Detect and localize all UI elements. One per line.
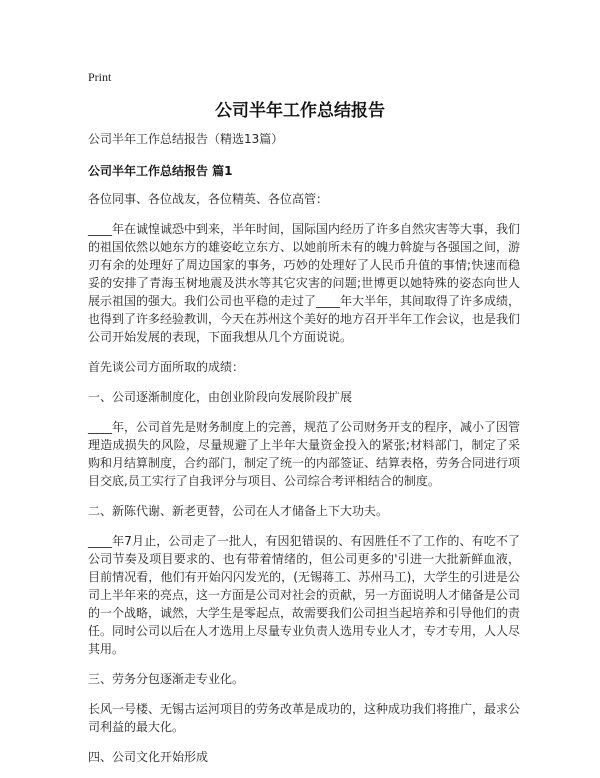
paragraph-point-3-heading: 三、劳务分包逐渐走专业化。: [88, 672, 245, 686]
paragraph-point-2-heading: 二、新陈代谢、新老更替，公司在人才储备上下大功夫。: [88, 504, 389, 518]
paragraph-achievements-lead: 首先谈公司方面所取的成绩：: [88, 360, 245, 374]
paragraph-point-2-body: ____年7月止，公司走了一批人，有因犯错误的、有因胜任不了工作的、有吃不了公司节奏及项目要求的、也有带着情绪的，但公司更多的'引进一大批新鲜血液，目前情况看，他们有开始闪闪发光的，(无锡蒋工、苏州马工)，大学生的引进是公司上半年来的亮点，这一方面是公司对社会的贡献，另一方面说明人才储备是公司的一个战略，诚然，大学生是零起点，故需要我们公司担当起培养和引导他们的责任。同时公司以后在人才选用上尽量专业负责人选用专业人才，专才专用，人人尽其用。: [88, 534, 521, 656]
section-heading: 公司半年工作总结报告 篇1: [88, 164, 233, 178]
document-subtitle: 公司半年工作总结报告（精选13篇）: [88, 132, 284, 146]
document-body: [88, 130, 520, 778]
paragraph-point-4-heading: 四、公司文化开始形成: [88, 750, 209, 764]
paragraph-point-3-body: 长风一号楼、无锡古运河项目的劳务改革是成功的，这种成功我们将推广，最求公司利益的最大化。: [88, 702, 521, 734]
paragraph-point-1-heading: 一、公司逐渐制度化，由创业阶段向发展阶段扩展: [88, 390, 353, 404]
paragraph-point-1-body: ____年，公司首先是财务制度上的完善，规范了公司财务开支的程序，减小了因管理造成损失的风险，尽量规避了上半年大量资金投入的紧张;材料部门，制定了采购和月结算制度，合约部门，制定了统一的内部签证、结算表格，劳务合同进行项目交底,员工实行了自我评分与项目、公司综合考评相结合的制度。: [88, 420, 521, 488]
paragraph-greeting: 各位同事、各位战友，各位精英、各位高管：: [88, 192, 329, 206]
print-link[interactable]: Print: [88, 70, 112, 84]
paragraph-intro: ____年在诚惶诚恐中到来，半年时间，国际国内经历了许多自然灾害等大事，我们的祖国依然以她东方的雄姿屹立东方、以她前所未有的魄力斡旋与各强国之间，游刃有余的处理好了周边国家的事务，巧妙的处理好了人民币升值的事情;快速而稳妥的安排了青海玉树地震及洪水等其它灾害的问题;世博更以她特殊的姿态向世人展示祖国的强大。我们公司也平稳的走过了____年大半年，其间取得了许多成绩，也得到了许多经验教训，今天在苏州这个美好的地方召开半年工作会议，也是我们公司开始发展的表现，下面我想从几个方面说说。: [88, 222, 521, 344]
document-title: 公司半年工作总结报告: [215, 101, 385, 121]
